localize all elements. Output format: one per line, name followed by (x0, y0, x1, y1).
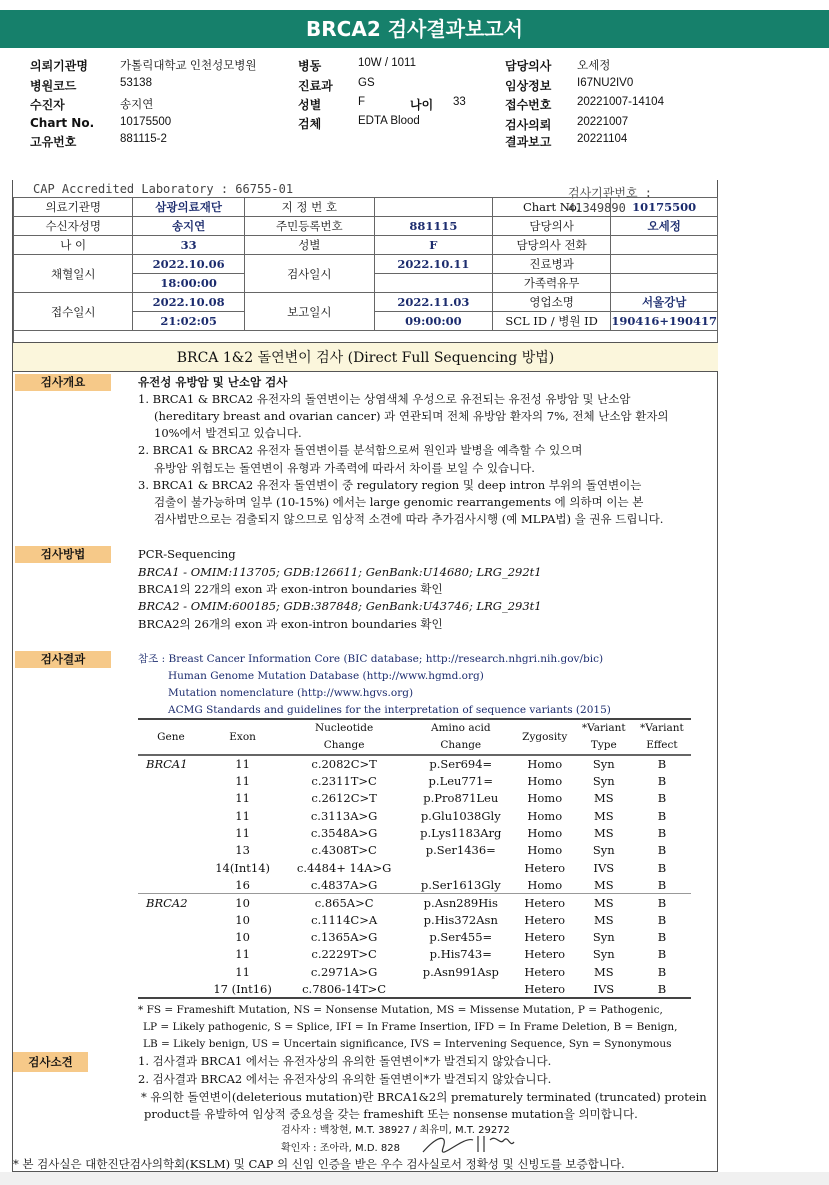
header-amino-acid: Amino acid Change (407, 719, 515, 755)
cell: B (657, 843, 667, 858)
cell: MS (593, 808, 614, 823)
cell: Homo (527, 877, 563, 892)
cell (374, 274, 492, 293)
opinion-line: * 유의한 돌연변이(deleterious mutation)란 BRCA1&2의 prematurely terminated (truncated) protein (141, 1090, 707, 1104)
reference-line: Mutation nomenclature (http://www.hgvs.org) (168, 687, 414, 699)
cell: 11 (235, 791, 250, 806)
cell: 13 (235, 843, 250, 858)
value: 오세정 (577, 60, 611, 72)
cell (407, 980, 515, 997)
header-gene: Gene (138, 719, 204, 755)
label: 수진자 (30, 98, 65, 112)
cell: 17 (Int16) (213, 981, 272, 996)
cell: p.Asn289His (407, 894, 515, 911)
cell: p.Ser694= (429, 757, 493, 772)
cell: c.4837A>G (310, 877, 378, 892)
cell: Hetero (524, 912, 566, 927)
opinion-line: product를 유발하여 임상적 중요성을 갖는 frameshift 또는 nonsense mutation을 의미합니다. (144, 1107, 638, 1121)
label: 접수번호 (505, 98, 552, 112)
header-zygosity: Zygosity (515, 719, 575, 755)
cell: Hetero (524, 930, 566, 945)
label: 검체 (298, 117, 322, 131)
cell: c.2612C>T (311, 791, 377, 806)
cell: p.His743= (429, 947, 492, 962)
reference-line: 참조 : Breast Cancer Information Core (BIC database; http://research.nhgri.nih.gov/bic) (138, 653, 604, 665)
examiner: 검사자 : 백창현, M.T. 38927 / 최유미, M.T. 29272 (281, 1125, 510, 1136)
overview-heading: 유전성 유방암 및 난소암 검사 (138, 375, 288, 389)
cell: 14(Int14) (215, 860, 270, 875)
cell: 보고일시 (244, 293, 374, 331)
value: 송지연 (120, 99, 154, 111)
value: 20221007 (577, 116, 629, 128)
value: 10175500 (120, 116, 172, 128)
overview-line: 검출이 불가능하며 일부 (10-15%) 에서는 large genomic rearrangements 에 의하며 이는 본 (154, 495, 644, 509)
cell: c.2311T>C (311, 774, 377, 789)
cell: p.Ser1436= (425, 843, 496, 858)
cell: Hetero (524, 860, 566, 875)
cell: 21:02:05 (133, 312, 244, 331)
cell (138, 963, 204, 980)
table-row (138, 842, 691, 859)
report-title: BRCA2 검사결과보고서 (0, 10, 829, 48)
value: 가톨릭대학교 인천성모병원 (120, 60, 257, 72)
label: 의뢰기관명 (30, 59, 88, 73)
table-row (138, 946, 691, 963)
confirmer: 확인자 : 조아라, M.D. 828 (281, 1143, 400, 1154)
cell: MS (593, 912, 614, 927)
cell: Homo (527, 843, 563, 858)
cell: c.7806-14T>C (302, 981, 387, 996)
cell: c.1365A>G (310, 930, 378, 945)
table-row (138, 755, 691, 772)
cell: 영업소명 (492, 293, 610, 312)
legend-line: * FS = Frameshift Mutation, NS = Nonsense Mutation, MS = Missense Mutation, P = Pathogenic, (138, 1004, 663, 1016)
cell (138, 807, 204, 824)
cell: Syn (592, 843, 615, 858)
cell: p.Ser455= (429, 930, 493, 945)
cell: c.2082C>T (311, 757, 377, 772)
cell: B (657, 774, 667, 789)
method-tag: 검사방법 (15, 546, 111, 563)
overview-line: 검사법만으로는 검출되지 않으므로 임상적 소견에 따라 추가검사시행 (예 MLPA법) 을 권유 드립니다. (154, 512, 664, 526)
cell: MS (593, 877, 614, 892)
cell: IVS (593, 981, 615, 996)
cell: 2022.10.08 (133, 293, 244, 312)
cell: Hetero (524, 947, 566, 962)
cell: F (374, 236, 492, 255)
cell: BRCA2 (138, 894, 204, 911)
legend-line: LP = Likely pathogenic, S = Splice, IFI = In Frame Insertion, IFD = In Frame Deletion, B = Benign, (143, 1021, 678, 1033)
overview-tag: 검사개요 (15, 374, 111, 391)
cell (138, 946, 204, 963)
cell: 채혈일시 (14, 255, 133, 293)
cell: 삼광의료재단 (133, 198, 244, 217)
header-variant-type: *Variant Type (575, 719, 633, 755)
signature (418, 1130, 518, 1156)
cell (138, 980, 204, 997)
cell (374, 198, 492, 217)
cell: 의료기관명 (14, 198, 133, 217)
cell: 수신자성명 (14, 217, 133, 236)
value: 53138 (120, 77, 152, 89)
cell (407, 859, 515, 876)
cell: p.Leu771= (428, 774, 493, 789)
cell: Syn (592, 947, 615, 962)
result-tag: 검사결과 (15, 651, 111, 668)
cell (611, 274, 718, 293)
cell: 서울강남 (611, 293, 718, 312)
label: 검사의뢰 (505, 118, 552, 132)
cell: p.Pro871Leu (423, 791, 499, 806)
variant-table (138, 718, 691, 999)
cell: 09:00:00 (374, 312, 492, 331)
cell: B (657, 930, 667, 945)
method-line: PCR-Sequencing (138, 547, 236, 561)
table-row (138, 894, 691, 911)
cell (138, 842, 204, 859)
table-row (138, 772, 691, 789)
cell: 10 (235, 912, 250, 927)
cell: 190416+190417 (611, 312, 718, 331)
cell: p.Lys1183Arg (420, 826, 502, 841)
cell: c.4484+ 14A>G (296, 860, 392, 875)
scanned-report (12, 180, 718, 1172)
overview-line: 1. BRCA1 & BRCA2 유전자의 돌연변이는 상염색체 우성으로 유전되는 유전성 유방암 및 난소암 (138, 392, 631, 406)
certification-note: * 본 검사실은 대한진단검사의학회(KSLM) 및 CAP 의 신임 인증을 받은 우수 검사실로서 정확성 및 신빙도를 보증합니다. (13, 1157, 625, 1171)
cell: 담당의사 전화 (492, 236, 610, 255)
label: 담당의사 (505, 59, 552, 73)
institution-number: 검사기관번호 : 41349890 (568, 186, 653, 215)
cell: 2022.10.06 (133, 255, 244, 274)
opinion-line: 2. 검사결과 BRCA2 에서는 유전자상의 유의한 돌연변이*가 발견되지 않았습니다. (138, 1072, 552, 1086)
table-row (138, 824, 691, 841)
label: Chart No. (30, 116, 95, 130)
value: GS (358, 77, 375, 89)
cell: 11 (235, 947, 250, 962)
label: 진료과 (298, 79, 333, 93)
cell: c.4308T>C (311, 843, 377, 858)
cell: B (657, 877, 667, 892)
cell (611, 255, 718, 274)
method-line: BRCA1 - OMIM:113705; GDB:126611; GenBank:U14680; LRG_292t1 (138, 565, 542, 579)
cell: 나 이 (14, 236, 133, 255)
cell: 10 (204, 894, 282, 911)
cell: 16 (235, 877, 250, 892)
cell: Syn (592, 930, 615, 945)
cell: 11 (235, 808, 250, 823)
cell: MS (593, 964, 614, 979)
method-line: BRCA1의 22개의 exon 과 exon-intron boundaries 확인 (138, 582, 443, 596)
cell: SCL ID / 병원 ID (492, 312, 610, 331)
cell (138, 911, 204, 928)
opinion-line: 1. 검사결과 BRCA1 에서는 유전자상의 유의한 돌연변이*가 발견되지 않았습니다. (138, 1054, 552, 1068)
spacer-row (14, 331, 718, 343)
cell: B (657, 964, 667, 979)
header-variant-effect: *Variant Effect (633, 719, 691, 755)
cell: MS (593, 826, 614, 841)
value: 20221104 (577, 133, 628, 145)
info-table (13, 197, 718, 343)
cell: c.2971A>G (310, 964, 378, 979)
cell: c.1114C>A (311, 912, 378, 927)
cell: B (633, 894, 691, 911)
cell (138, 790, 204, 807)
cell: 2022.10.11 (374, 255, 492, 274)
overview-line: 유방암 위험도는 돌연변이 유형과 가족력에 따라서 차이를 보일 수 있습니다. (154, 461, 535, 475)
cell: 11 (235, 774, 250, 789)
cell: 11 (235, 964, 250, 979)
label: 고유번호 (30, 135, 77, 149)
header-nucleotide: Nucleotide Change (281, 719, 406, 755)
label: 병동 (298, 59, 322, 73)
cell: Syn (592, 774, 615, 789)
overview-line: 2. BRCA1 & BRCA2 유전자 돌연변이를 분석함으로써 원인과 발병을 예측할 수 있으며 (138, 443, 583, 457)
cell: p.Asn991Asp (422, 964, 499, 979)
cell: 18:00:00 (133, 274, 244, 293)
cell: Homo (527, 791, 563, 806)
cell: 지 정 번 호 (244, 198, 374, 217)
cell: 접수일시 (14, 293, 133, 331)
method-line: BRCA2 - OMIM:600185; GDB:387848; GenBank:U43746; LRG_293t1 (138, 599, 542, 613)
cell: Hetero (515, 894, 575, 911)
cell: 33 (133, 236, 244, 255)
cell: 오세정 (611, 217, 718, 236)
cell: B (657, 947, 667, 962)
cell: BRCA1 (146, 757, 188, 772)
cell (138, 928, 204, 945)
cell: 10 (235, 930, 250, 945)
legend-line: LB = Likely benign, US = Uncertain significance, IVS = Intervening Sequence, Syn = Synonymous (143, 1038, 672, 1050)
cell: 진료병과 (492, 255, 610, 274)
test-banner: BRCA 1&2 돌연변이 검사 (Direct Full Sequencing 방법) (13, 342, 718, 372)
cell: B (657, 791, 667, 806)
cell (611, 236, 718, 255)
reference-line: Human Genome Mutation Database (http://www.hgmd.org) (168, 670, 484, 682)
cell: 담당의사 (492, 217, 610, 236)
method-line: BRCA2의 26개의 exon 과 exon-intron boundaries 확인 (138, 617, 443, 631)
header-exon: Exon (204, 719, 282, 755)
cell: Homo (527, 826, 563, 841)
value: 881115-2 (120, 133, 167, 145)
cell: B (657, 912, 667, 927)
page-bottom (0, 1172, 829, 1185)
value: 10W / 1011 (358, 57, 416, 69)
table-row (138, 928, 691, 945)
cell: 성별 (244, 236, 374, 255)
overview-line: (hereditary breast and ovarian cancer) 과 연관되며 전체 유방암 환자의 7%, 전체 난소암 환자의 (154, 409, 669, 423)
cell: B (657, 860, 667, 875)
table-row (138, 980, 691, 997)
cell: p.His372Asn (423, 912, 498, 927)
reference-line: ACMG Standards and guidelines for the interpretation of sequence variants (2015) (168, 704, 611, 716)
cell: 10175500 (611, 198, 718, 217)
cell: B (657, 757, 667, 772)
cell: Homo (527, 808, 563, 823)
table-row (138, 859, 691, 876)
table-row (138, 790, 691, 807)
cell: c.2229T>C (311, 947, 377, 962)
cell: MS (575, 894, 633, 911)
cell: 가족력유무 (492, 274, 610, 293)
label: 나이 (410, 98, 434, 112)
cell: Syn (592, 757, 615, 772)
cell: 881115 (374, 217, 492, 236)
value: 33 (453, 96, 466, 108)
value: I67NU2IV0 (577, 77, 634, 89)
cell: p.Ser1613Gly (420, 877, 501, 892)
cell: 검사일시 (244, 255, 374, 293)
table-row (138, 807, 691, 824)
cell: B (657, 981, 667, 996)
cell: Hetero (524, 981, 566, 996)
value: EDTA Blood (358, 115, 420, 127)
label: 임상정보 (505, 79, 552, 93)
value: 20221007-14104 (577, 96, 664, 108)
cell: 11 (235, 826, 250, 841)
opinion-tag: 검사소견 (13, 1052, 88, 1072)
cell: Homo (527, 757, 563, 772)
cell: 2022.11.03 (374, 293, 492, 312)
cell: Homo (527, 774, 563, 789)
overview-line: 3. BRCA1 & BRCA2 유전자 돌연변이 중 regulatory region 및 deep intron 부위의 돌연변이는 (138, 478, 642, 492)
label: 성별 (298, 98, 322, 112)
cell: c.3113A>G (310, 808, 378, 823)
value: F (358, 96, 366, 108)
cell: 주민등록번호 (244, 217, 374, 236)
table-row (138, 963, 691, 980)
label: 결과보고 (505, 135, 552, 149)
cell: p.Glu1038Gly (420, 808, 501, 823)
cell: c.3548A>G (310, 826, 378, 841)
cell: 송지연 (133, 217, 244, 236)
cell: 11 (235, 757, 250, 772)
cell: B (657, 826, 667, 841)
cell (138, 876, 204, 893)
cell: B (657, 808, 667, 823)
cell: Hetero (524, 964, 566, 979)
table-row (138, 911, 691, 928)
cell (138, 859, 204, 876)
cell: c.865A>C (281, 894, 406, 911)
label: 병원코드 (30, 79, 77, 93)
cap-accreditation: CAP Accredited Laboratory : 66755-01 (33, 182, 294, 196)
cell (138, 824, 204, 841)
cell: Chart No. (492, 198, 610, 217)
overview-line: 10%에서 발견되고 있습니다. (154, 426, 302, 440)
cell (138, 772, 204, 789)
cell: MS (593, 791, 614, 806)
cell: IVS (593, 860, 615, 875)
table-row (138, 876, 691, 893)
